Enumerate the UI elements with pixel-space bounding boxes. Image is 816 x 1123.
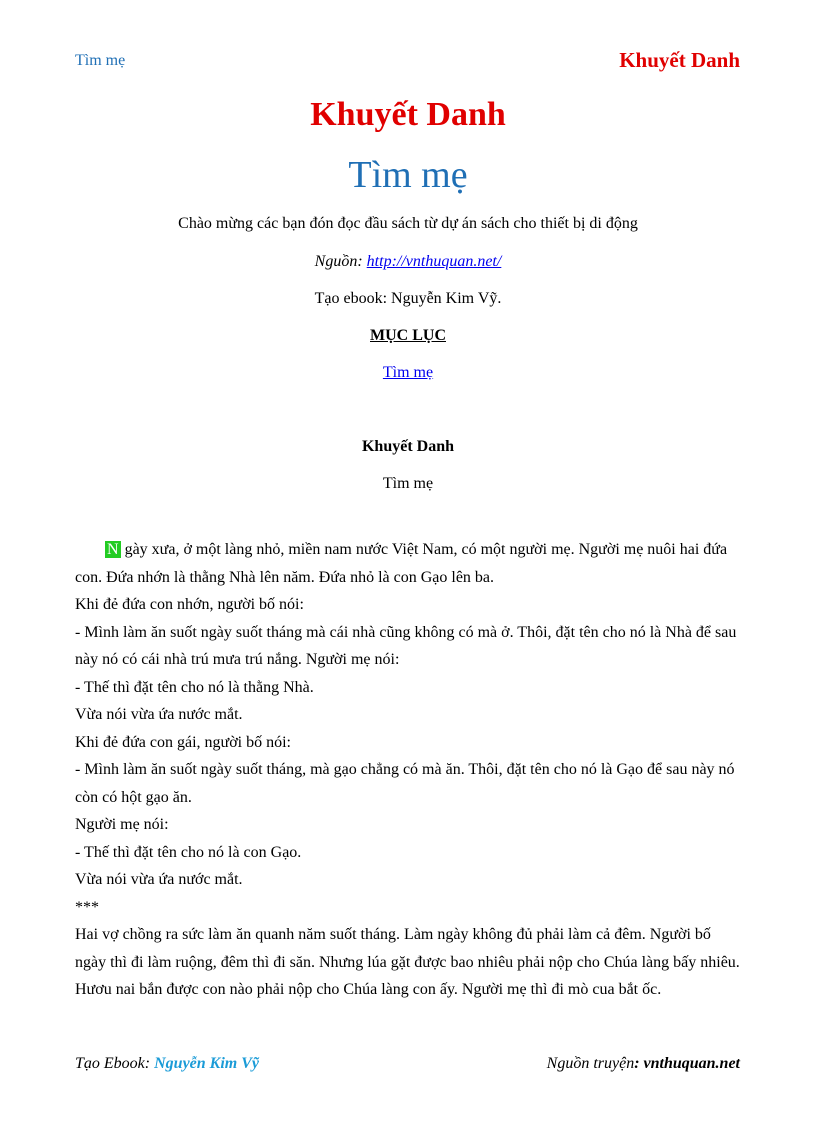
cover-title: Tìm mẹ [348, 154, 468, 196]
welcome-text: Chào mừng các bạn đón đọc đầu sách từ dự án sách cho thiết bị di động [178, 215, 638, 232]
footer-separator: : [144, 1055, 155, 1072]
footer-ebook-label: Tạo Ebook [75, 1055, 145, 1072]
footer-source-label: Nguồn truyện [546, 1055, 635, 1072]
source-link[interactable]: http://vnthuquan.net/ [366, 253, 502, 270]
drop-cap: N [107, 541, 119, 558]
section-title: Tìm mẹ [382, 475, 434, 492]
paragraph: Hai vợ chồng ra sức làm ăn quanh năm suốt tháng. Làm ngày không đủ phải làm cả đêm. Người bố ngày thì đi làm ruộng, đêm thì đi săn. Nhưng lúa gặt được bao nhiêu phải nộp cho Chúa làng bấy nhiêu. Hươu nai bắn được con nào phải nộp cho Chúa làng con ấy. Người mẹ thì đi mò cua bắt ốc. [75, 926, 740, 998]
footer-ebook-name: Nguyễn Kim Vỹ [154, 1055, 259, 1072]
toc-link[interactable]: Tìm mẹ [382, 364, 434, 381]
source-line [0, 253, 816, 271]
footer-separator: : [634, 1055, 644, 1072]
story-body [75, 536, 741, 1004]
paragraph: Người mẹ nói: [75, 816, 169, 833]
paragraph: - Thế thì đặt tên cho nó là thằng Nhà. [75, 678, 314, 696]
page-header-title: Tìm mẹ [75, 52, 126, 69]
paragraph: - Mình làm ăn suốt ngày suốt tháng, mà gạo chẳng có mà ăn. Thôi, đặt tên cho nó là Gạo để sau này nó còn có hột gạo ăn. [75, 761, 735, 806]
paragraph: - Mình làm ăn suốt ngày suốt tháng mà cái nhà cũng không có mà ở. Thôi, đặt tên cho nó là Nhà để sau này nó có cái nhà trú mưa trú nắng. Người mẹ nói: [75, 623, 737, 668]
section-author: Khuyết Danh [361, 438, 455, 455]
section-separator: *** [75, 898, 99, 916]
cover-author: Khuyết Danh [310, 96, 506, 133]
page-header-author: Khuyết Danh [619, 48, 740, 72]
paragraph: Vừa nói vừa ứa nước mắt. [75, 871, 243, 888]
footer-ebook-credit [75, 1055, 259, 1073]
toc-title: MỤC LỤC [370, 327, 446, 344]
source-label: Nguồn: [314, 253, 367, 270]
paragraph [75, 536, 741, 591]
paragraph: Vừa nói vừa ứa nước mắt. [75, 706, 243, 723]
footer-source-credit [547, 1055, 740, 1073]
paragraph: - Thế thì đặt tên cho nó là con Gạo. [75, 843, 302, 861]
paragraph-text: gày xưa, ở một làng nhỏ, miền nam nước Việt Nam, có một người mẹ. Người mẹ nuôi hai đứa con. Đứa nhớn là thằng Nhà lên năm. Đứa nhỏ là con Gạo lên ba. [75, 541, 728, 586]
ebook-maker: Tạo ebook: Nguyễn Kim Vỹ. [314, 290, 502, 307]
paragraph: Khi đẻ đứa con gái, người bố nói: [75, 733, 291, 751]
footer-source-site: vnthuquan.net [643, 1055, 740, 1072]
paragraph: Khi đẻ đứa con nhớn, người bố nói: [75, 596, 304, 613]
